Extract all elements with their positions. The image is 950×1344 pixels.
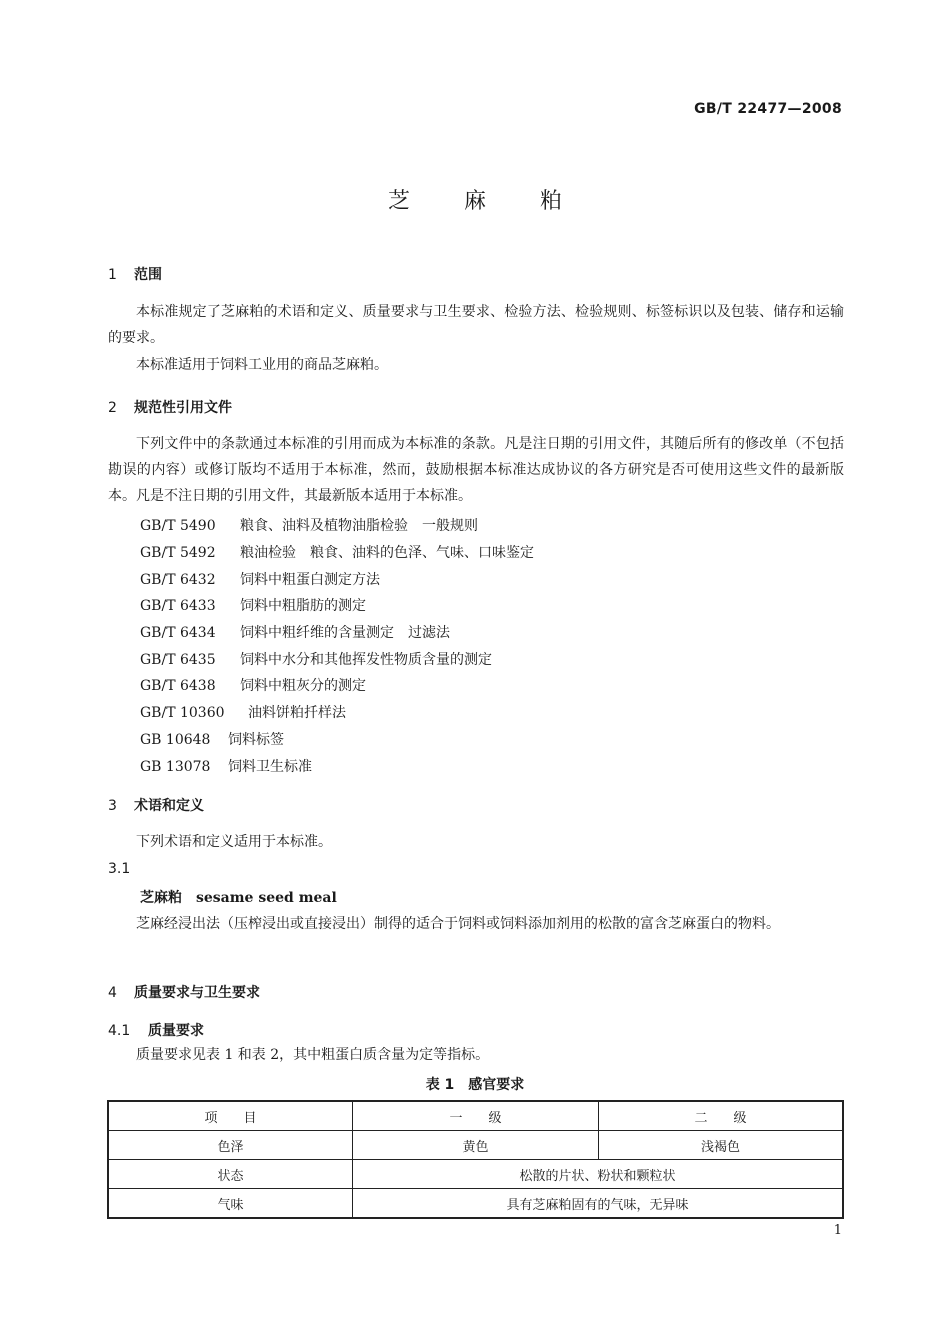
reference-item: GB/T 10360 油料饼粕扦样法 [140,705,346,721]
table-cell: 具有芝麻粕固有的气味，无异味 [353,1189,844,1219]
table-cell: 色泽 [108,1131,353,1160]
table-header-cell: 项 目 [108,1101,353,1131]
title-char: 粕 [540,189,563,214]
section-heading-4: 4 质量要求与卫生要求 [108,985,260,1001]
subsection-number: 3.1 [108,861,131,877]
standard-number: GB/T 22477—2008 [694,101,842,117]
table-cell: 气味 [108,1189,353,1219]
page-number: 1 [833,1223,842,1238]
table-cell: 松散的片状、粉状和颗粒状 [353,1160,844,1189]
section-heading-2: 2 规范性引用文件 [108,400,232,416]
section-heading-1: 1 范围 [108,267,162,283]
table-header-row [108,1101,843,1131]
reference-item: GB 10648 饲料标签 [140,732,284,748]
paragraph: 质量要求见表 1 和表 2，其中粗蛋白质含量为定等指标。 [136,1047,490,1063]
reference-item: GB/T 5492 粮油检验 粮食、油料的色泽、气味、口味鉴定 [140,545,534,561]
paragraph: 本标准适用于饲料工业用的商品芝麻粕。 [136,357,388,373]
title-char: 麻 [463,189,486,214]
reference-item: GB/T 5490 粮食、油料及植物油脂检验 一般规则 [140,518,478,534]
reference-item: GB/T 6438 饲料中粗灰分的测定 [140,678,366,694]
subsection-heading-4-1: 4.1 质量要求 [108,1023,204,1039]
table-header-cell: 二 级 [599,1101,844,1131]
reference-item: GB 13078 饲料卫生标准 [140,759,312,775]
table-header-cell: 一 级 [353,1101,599,1131]
section-heading-3: 3 术语和定义 [108,798,204,814]
sensory-requirements-table [107,1100,844,1219]
reference-item: GB/T 6433 饲料中粗脂肪的测定 [140,598,366,614]
table-cell: 状态 [108,1160,353,1189]
table-row [108,1131,843,1160]
term-entry: 芝麻粕 sesame seed meal [140,890,337,906]
table-row [108,1160,843,1189]
paragraph: 本标准规定了芝麻粕的术语和定义、质量要求与卫生要求、检验方法、检验规则、标签标识以及包装、储存和运输的要求。 [108,304,844,346]
reference-item: GB/T 6435 饲料中水分和其他挥发性物质含量的测定 [140,652,492,668]
table-caption: 表 1 感官要求 [425,1077,525,1093]
table-row [108,1189,843,1219]
document-title [0,184,950,215]
paragraph: 下列文件中的条款通过本标准的引用而成为本标准的条款。凡是注日期的引用文件，其随后所有的修改单（不包括勘误的内容）或修订版均不适用于本标准，然而，鼓励根据本标准达成协议的各方研究是否可使用这些文件的最新版本。凡是不注日期的引用文件，其最新版本适用于本标准。 [108,436,844,504]
reference-item: GB/T 6432 饲料中粗蛋白测定方法 [140,572,380,588]
table-cell: 浅褐色 [599,1131,844,1160]
table-cell: 黄色 [353,1131,599,1160]
paragraph: 下列术语和定义适用于本标准。 [136,834,332,850]
term-definition: 芝麻经浸出法（压榨浸出或直接浸出）制得的适合于饲料或饲料添加剂用的松散的富含芝麻蛋白的物料。 [136,916,780,932]
reference-item: GB/T 6434 饲料中粗纤维的含量测定 过滤法 [140,625,450,641]
title-char: 芝 [387,189,410,214]
